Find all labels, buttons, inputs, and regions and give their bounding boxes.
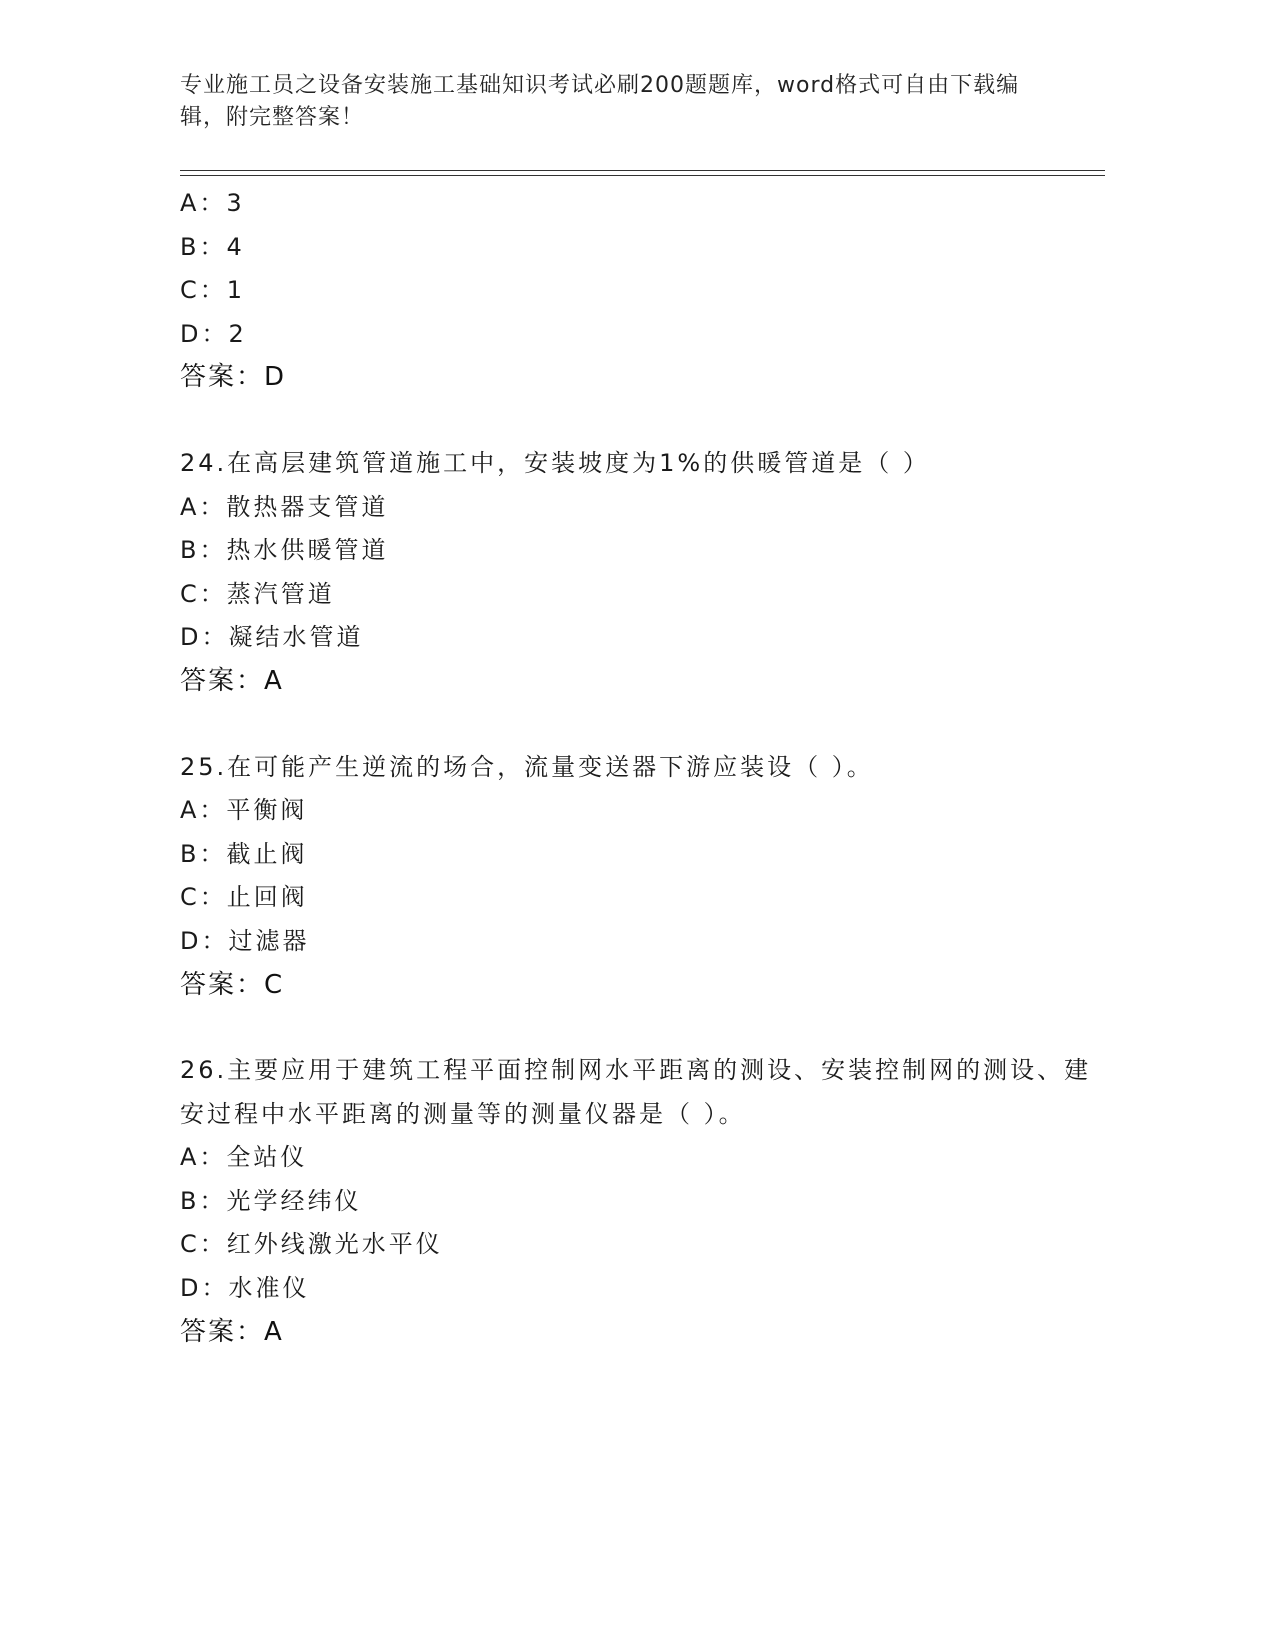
option-d: D：水准仪 — [180, 1274, 310, 1303]
question-23-continued — [180, 182, 1105, 400]
option-a: A：3 — [180, 189, 245, 217]
option-c: C：1 — [180, 276, 246, 305]
document-header: 专业施工员之设备安装施工基础知识考试必刷200题题库，word格式可自由下载编辑，附完整答案！ — [180, 73, 1020, 130]
option-b: B：截止阀 — [180, 839, 308, 868]
question-26 — [180, 1049, 1105, 1354]
header-divider-top — [180, 170, 1105, 171]
option-c: C：蒸汽管道 — [180, 579, 335, 608]
question-list — [180, 182, 1105, 1354]
question-24 — [180, 442, 1105, 704]
option-d: D：过滤器 — [180, 926, 310, 955]
answer-line: 答案：A — [180, 665, 284, 696]
option-b: B：4 — [180, 232, 245, 261]
option-a: A：平衡阀 — [180, 796, 308, 825]
question-stem: 25.在可能产生逆流的场合，流量变送器下游应装设（ ）。 — [180, 752, 874, 781]
option-d: D：2 — [180, 319, 247, 348]
option-c: C：红外线激光水平仪 — [180, 1230, 443, 1259]
option-a: A：散热器支管道 — [180, 492, 389, 521]
option-d: D：凝结水管道 — [180, 623, 364, 652]
option-c: C：止回阀 — [180, 883, 308, 912]
option-b: B：光学经纬仪 — [180, 1186, 362, 1215]
question-stem: 26.主要应用于建筑工程平面控制网水平距离的测设、安装控制网的测设、建安过程中水平距离的测量等的测量仪器是（ ）。 — [180, 1056, 1092, 1128]
option-a: A：全站仪 — [180, 1143, 308, 1172]
answer-line: 答案：D — [180, 362, 287, 393]
answer-line: 答案：C — [180, 969, 285, 1000]
answer-line: 答案：A — [180, 1316, 284, 1347]
option-b: B：热水供暖管道 — [180, 536, 389, 565]
question-stem: 24.在高层建筑管道施工中，安装坡度为1%的供暖管道是（ ） — [180, 448, 930, 477]
question-25 — [180, 746, 1105, 1008]
header-divider-bottom — [180, 175, 1105, 176]
